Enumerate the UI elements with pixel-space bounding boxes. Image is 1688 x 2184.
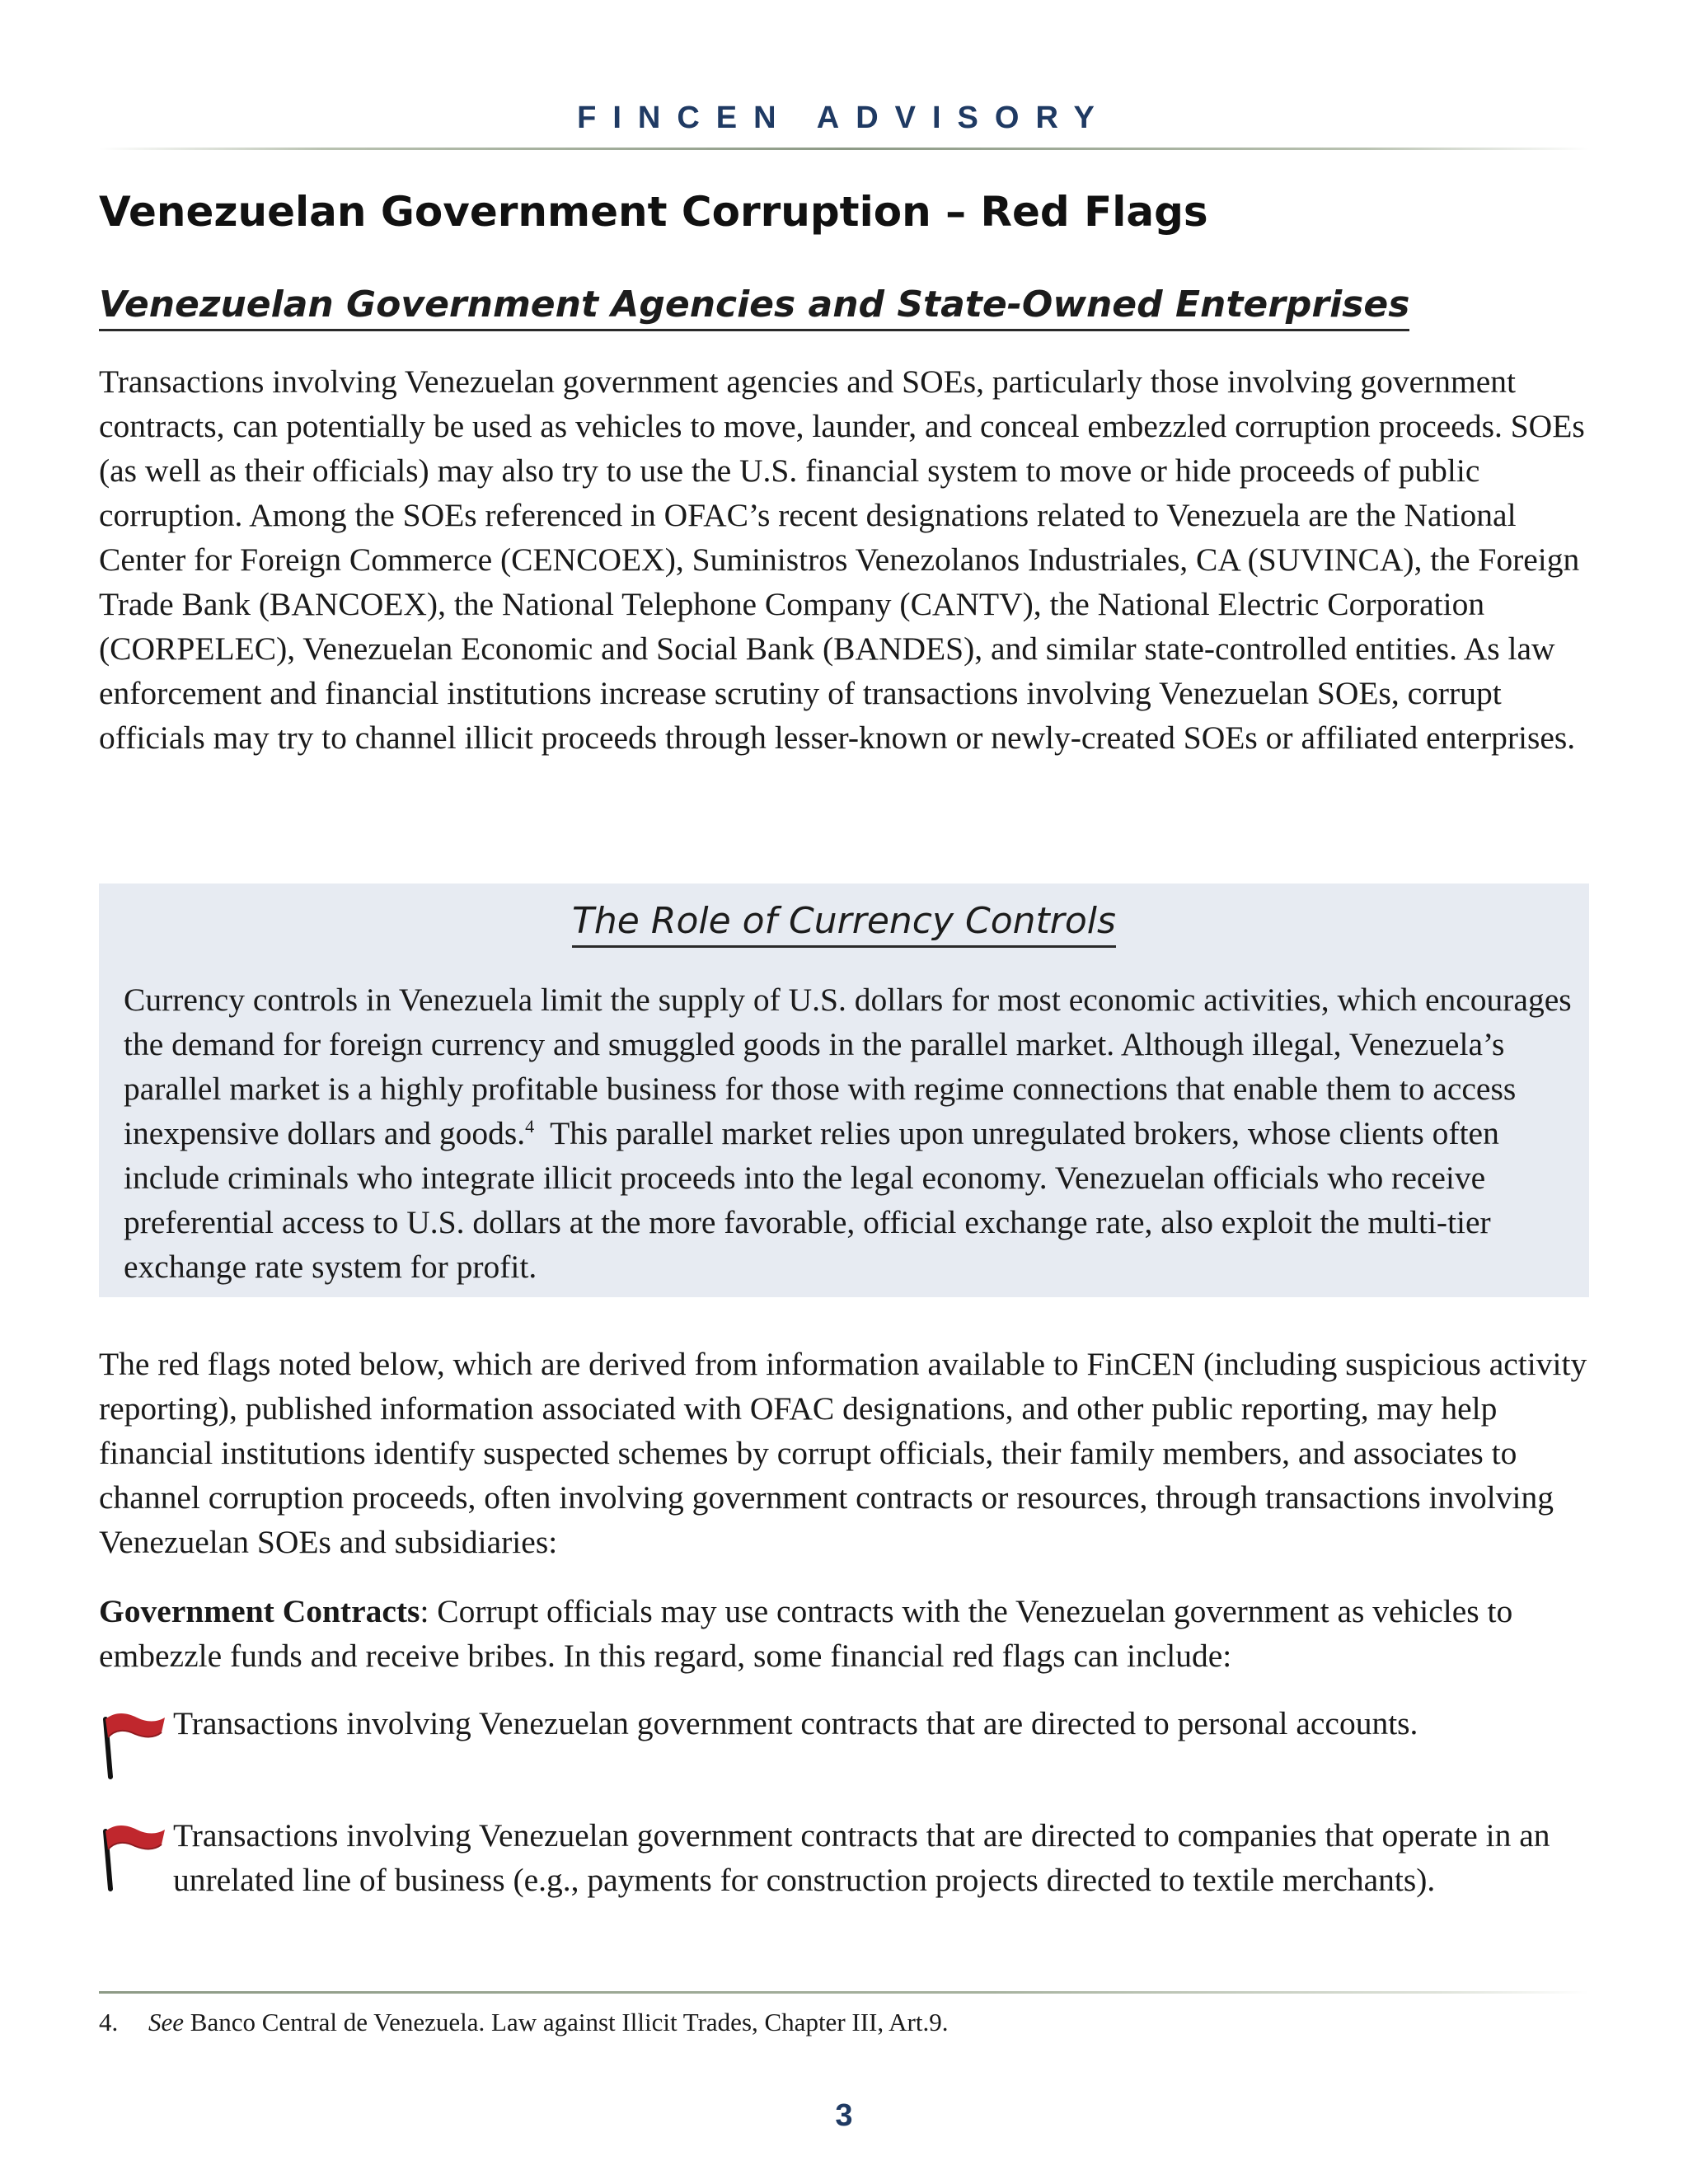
callout-title-text: The Role of Currency Controls	[572, 900, 1116, 948]
footnote-number: 4.	[99, 2008, 119, 2036]
currency-controls-callout	[99, 883, 1589, 1297]
red-flags-intro-paragraph: The red flags noted below, which are derived from information available to FinCEN (including suspicious activity reporting), published information associated with OFAC designations, and other public reporting, may help financial institutions identify suspected schemes by corrupt officials, their family members, and associates to channel corruption proceeds, often involving government contracts or resources, through transactions involving Venezuelan SOEs and subsidiaries:	[99, 1346, 1587, 1560]
government-contracts-label: Government Contracts	[99, 1593, 420, 1629]
red-flag-icon	[99, 1816, 168, 1892]
page-number: 3	[835, 2098, 853, 2133]
callout-title	[99, 900, 1589, 942]
footnote	[99, 2008, 948, 2037]
red-flag-icon	[99, 1704, 168, 1780]
section-title: Venezuelan Government Corruption – Red Flags	[99, 188, 1208, 236]
callout-text-after-note: This parallel market relies upon unregulated brokers, whose clients often include criminals who integrate illicit proceeds into the legal economy. Venezuelan officials who receive preferential access to U.S. dollars at the more favorable, official exchange rate, also exploit the multi-tier exchange rate system for profit.	[124, 1115, 1507, 1285]
running-head: FINCEN ADVISORY	[577, 101, 1111, 135]
soe-paragraph: Transactions involving Venezuelan government agencies and SOEs, particularly those involving government contracts, can potentially be used as vehicles to move, launder, and conceal embezzled corruption proceeds. SOEs (as well as their officials) may also try to use the U.S. financial system to move or hide proceeds of public corruption. Among the SOEs referenced in OFAC’s recent designations related to Venezuela are the National Center for Foreign Commerce (CENCOEX), Suministros Venezolanos Industriales, CA (SUVINCA), the Foreign Trade Bank (BANCOEX), the National Telephone Company (CANTV), the National Electric Corporation (CORPELEC), Venezuelan Economic and Social Bank (BANDES), and similar state-controlled entities. As law enforcement and financial institutions increase scrutiny of transactions involving Venezuelan SOEs, corrupt officials may try to channel illicit proceeds through lesser-known or newly-created SOEs or affiliated enterprises.	[99, 363, 1585, 756]
red-flag-text: Transactions involving Venezuelan government contracts that are directed to personal accounts.	[173, 1705, 1418, 1741]
footnote-rule	[99, 1991, 1589, 1994]
section-subtitle: Venezuelan Government Agencies and State-Owned Enterprises	[99, 284, 1409, 331]
footnote-reference[interactable]: 4	[525, 1115, 535, 1137]
callout-text-before-note: Currency controls in Venezuela limit the supply of U.S. dollars for most economic activities, which encourages the demand for foreign currency and smuggled goods in the parallel market. Although illegal, Venezuela’s parallel market is a highly profitable business for those with regime connections that enable them to access inexpensive dollars and goods.	[124, 982, 1572, 1151]
government-contracts-paragraph	[99, 1589, 1591, 1678]
footnote-text: Banco Central de Venezuela. Law against Illicit Trades, Chapter III, Art.9.	[184, 2008, 949, 2036]
government-contracts-text: : Corrupt officials may use contracts with the Venezuelan government as vehicles to embezzle funds and receive bribes. In this regard, some financial red flags can include:	[99, 1593, 1513, 1674]
red-flag-text: Transactions involving Venezuelan government contracts that are directed to companies that operate in an unrelated line of business (e.g., payments for construction projects directed to textile merchants).	[173, 1817, 1550, 1898]
header-rule	[99, 148, 1589, 150]
footnote-see: See	[148, 2008, 185, 2036]
callout-body	[124, 977, 1574, 1289]
